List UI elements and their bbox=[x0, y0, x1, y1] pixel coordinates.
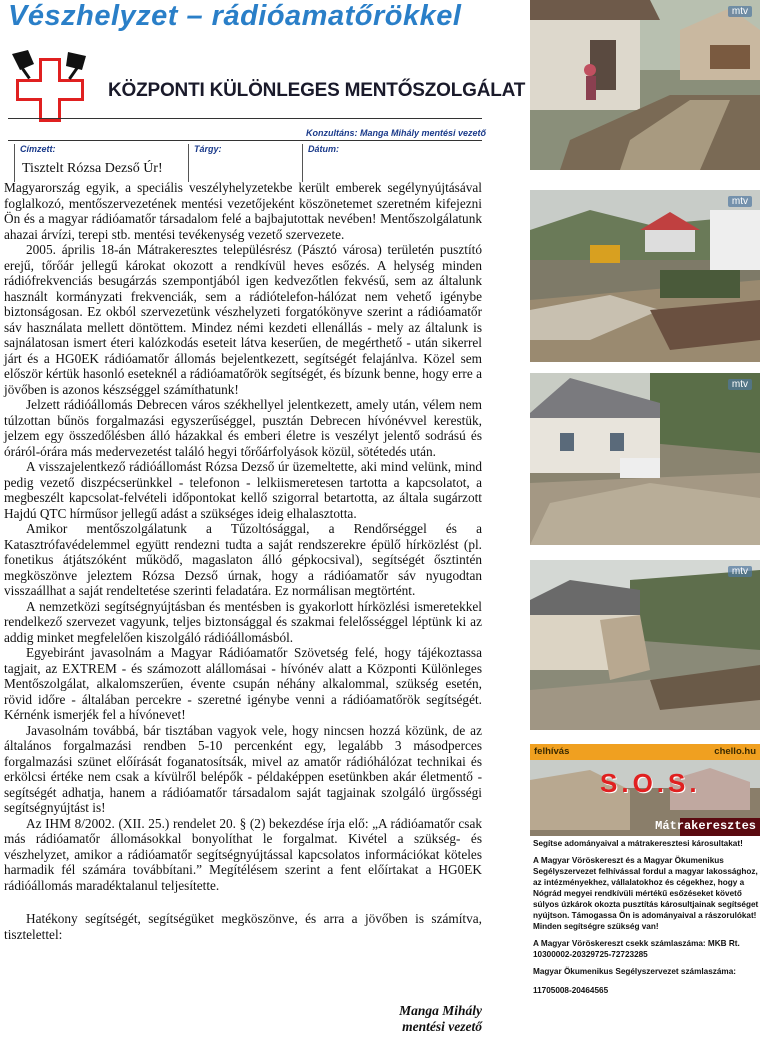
tv-logo: mtv bbox=[728, 196, 752, 207]
appeal-paragraph: A Magyar Vöröskereszt és a Magyar Ökumenikus Segélyszervezet felhívással fordul a magyar lakossághoz, az intézményekhez, vállalatokhoz és cégekhez, hogy a Nógrád megyei rendkívüli mértékű esőzéseket követő súlyos úzkárok okozta pusztítás károsultjainak segítséget nyújtson. Támogassa Ön is adományaival a rászorulókat! Minden segítségre szükség van! bbox=[533, 856, 759, 931]
flood-photo bbox=[530, 0, 760, 170]
header-rule bbox=[8, 118, 482, 119]
appeal-header bbox=[530, 744, 760, 760]
page-title: Vészhelyzet – rádióamatőrökkel bbox=[8, 0, 462, 32]
sos-place: Mátrakeresztes bbox=[655, 819, 756, 833]
flood-photo bbox=[530, 560, 760, 730]
organization-logo bbox=[10, 50, 90, 126]
appeal-paragraph: 11705008-20464565 bbox=[533, 986, 609, 995]
appeal-paragraph: A Magyar Vöröskereszt csekk számlaszáma: MKB Rt. 10300002-20329725-72723285 bbox=[533, 939, 740, 959]
appeal-source: chello.hu bbox=[714, 746, 756, 757]
signature-name: Manga Mihály bbox=[399, 1003, 482, 1018]
subject-label: Tárgy: bbox=[194, 144, 222, 154]
paragraph: Amikor mentőszolgálatunk a Tűzoltósággal, a Rendőrséggel és a Katasztrófavédelemmel együtt rendezni tudta a saját rendszerekre épülő hírközlést (pl. fonetikus átjátszóként működő, magaslaton álló gépkocsival), segítségét ősztintén megköszönve jeleztem Rózsa Dezső úrnak, hogy a rádióamatőr sáv nyugodtan visszaállhat a saját rendeltetése szerinti feladatára. Ez normálisan megtörtént. bbox=[4, 521, 482, 598]
signature bbox=[399, 1003, 482, 1035]
paragraph: A nemzetközi segítségnyújtásban és mentésben is gyakorlott hírközlési ismeretekkel rendelkező szervezet vagyunk, teljes biztonsággal és szakmai felelősséggel léptünk ki az addig minket megfelelően kiszolgáló rádióállomásból. bbox=[4, 598, 482, 645]
paragraph: Az IHM 8/2002. (XII. 25.) rendelet 20. § (2) bekezdése írja elő: „A rádióamatőr csak más rádióamatőr állomásokkal bonyolíthat le forgalmat. Kivétel a szükség- és vészhelyzet, amikor a rádióamatőr segítségnyújtással kapcsolatos információkat köteles harmadik fél számára továbbítani.” Megítélésem szerint a fent előírtakat a HG0EK rádióállomás maradéktalanul teljesítette. bbox=[4, 815, 482, 893]
paragraph: Magyarország egyik, a speciális veszélyhelyzetekbe került emberek segélynyújtásával foglalkozó, mentőszervezetének mentési vezetőjeként köszönetemet szeretném kifejezni Ön és a magyar rádióamatőr társadalom felé a bajbajutottak nevében! Mentőszolgálatunk ahazai árvízi, terepi stb. mentési tevékenység vezető szervezete. bbox=[4, 180, 482, 242]
field-divider bbox=[14, 144, 15, 182]
appeal-paragraph: Segítse adományaival a mátrakeresztesi károsultakat! bbox=[533, 839, 743, 848]
tv-logo: mtv bbox=[728, 6, 752, 17]
consultant-line: Konzultáns: Manga Mihály mentési vezető bbox=[306, 128, 487, 138]
paragraph: Javasolnám továbbá, bár tisztában vagyok vele, hogy nincsen hozzá közünk, de az általános forgalmazási rendben 5-10 percenként egy, legalább 3 másodperces forgalmazási szünet előírását foganatosítsák, mivel az amatőr rádióhálózat technikai és erkölcsi értéke nem csak a kívülről belépők - példaképpen esetünkben akár életmentő - segítségét adhatja, hanem a rádióamatőr társadalom saját tagjainak szolgáló ürgősségi segítségnyújtást is! bbox=[4, 722, 482, 815]
letter-body bbox=[4, 180, 482, 942]
appeal-banner bbox=[530, 760, 760, 836]
flood-photo bbox=[530, 373, 760, 545]
paragraph: A visszajelentkező rádióállomást Rózsa Dezső úr üzemeltette, aki mind velünk, mind pedig vezető diszpécserünkkel - telefonon - lelkiismeretesen tartotta a kapcsolatot, a megbeszélt kapcsolat-felvételi időpontokat kellő szigorral betartotta, az általa sugárzott Hajdú QTC hírműsor jellegű adást a szükséges ideig elhalasztotta. bbox=[4, 459, 482, 521]
signature-role: mentési vezető bbox=[402, 1019, 482, 1034]
paragraph: Jelzett rádióállomás Debrecen város székhellyel jelentkezett, amely után, vélem nem túlzottan bűnös forgalmazási egyszerűséggel, pusztán Debrecen hívónévvel kerestük, jelzem egy összedőlésben álló házakkal és emberi életre is veszélyt jelentő sodrású és óráról-órára más medervezetést találó hegyi tőrőárfolyások közül, sötétedés után. bbox=[4, 397, 482, 459]
salutation: Tisztelt Rózsa Dezső Úr! bbox=[22, 161, 163, 176]
flood-photo bbox=[530, 190, 760, 362]
sos-title: S.O.S. bbox=[600, 768, 701, 798]
field-divider bbox=[188, 144, 189, 182]
organization-name: KÖZPONTI KÜLÖNLEGES MENTŐSZOLGÁLAT bbox=[108, 80, 526, 101]
closing: Hatékony segítségét, segítségüket megköszönve, és arra a jövőben is számítva, tisztelettel: bbox=[4, 911, 482, 942]
appeal-text bbox=[533, 838, 759, 1002]
header-rule-2 bbox=[8, 140, 482, 141]
appeal-paragraph: Magyar Ökumenikus Segélyszervezet számlaszáma: bbox=[533, 967, 736, 976]
field-divider bbox=[302, 144, 303, 182]
tv-logo: mtv bbox=[728, 379, 752, 390]
to-label: Címzett: bbox=[20, 144, 56, 154]
date-label: Dátum: bbox=[308, 144, 339, 154]
appeal-label: felhívás bbox=[534, 746, 570, 757]
paragraph: 2005. április 18-án Mátrakeresztes településrész (Pásztó városa) területén pusztító erejű, tőrőár jellegű károkat okozott a rendkívül heves esőzés. A helység minden rádiófrekvenciás besugárzás szempontjából igen kedvezőtlen fekvésű, sem az általunk használt kormányzati frekvenciák, sem a rádiótelefon-hálózat nem vehető igénybe biztonságosan. Ez okból szervezetünk vészhelyzeti forgatókönyve szerint a rádióamatőr sáv használata mellett döntöttem. Mindez némi kezdeti ellenállás - mely az általunk is sajnálatosan ismert éteri kalózkodás eseteit látva keserűen, de megérthető - után sikerrel járt és a HG0EK rádióamatőr állomás bejelentkezett, segítségét felajánlva. Közel sem először kértük hasonló eseteknél a rádióamatőrök segítségét, és bízunk benne, hogy erre a jövőben is azonos készséggel számíthatunk! bbox=[4, 242, 482, 397]
paragraph: Egyebiránt javasolnám a Magyar Rádióamatőr Szövetség felé, hogy tájékoztassa tagjait, az EXTREM - és számozott alállomásai - hívónév alatt a Központi Különleges Mentőszolgálat, alkalomszerűen, évente csupán néhány alkalommal, szükség esetén, rövid időre - általában percekre - szeretné igénybe venni a rádióamatőrök segítségét. Kérnénk ismerjék fel a hívónevet! bbox=[4, 645, 482, 722]
tv-logo: mtv bbox=[728, 566, 752, 577]
